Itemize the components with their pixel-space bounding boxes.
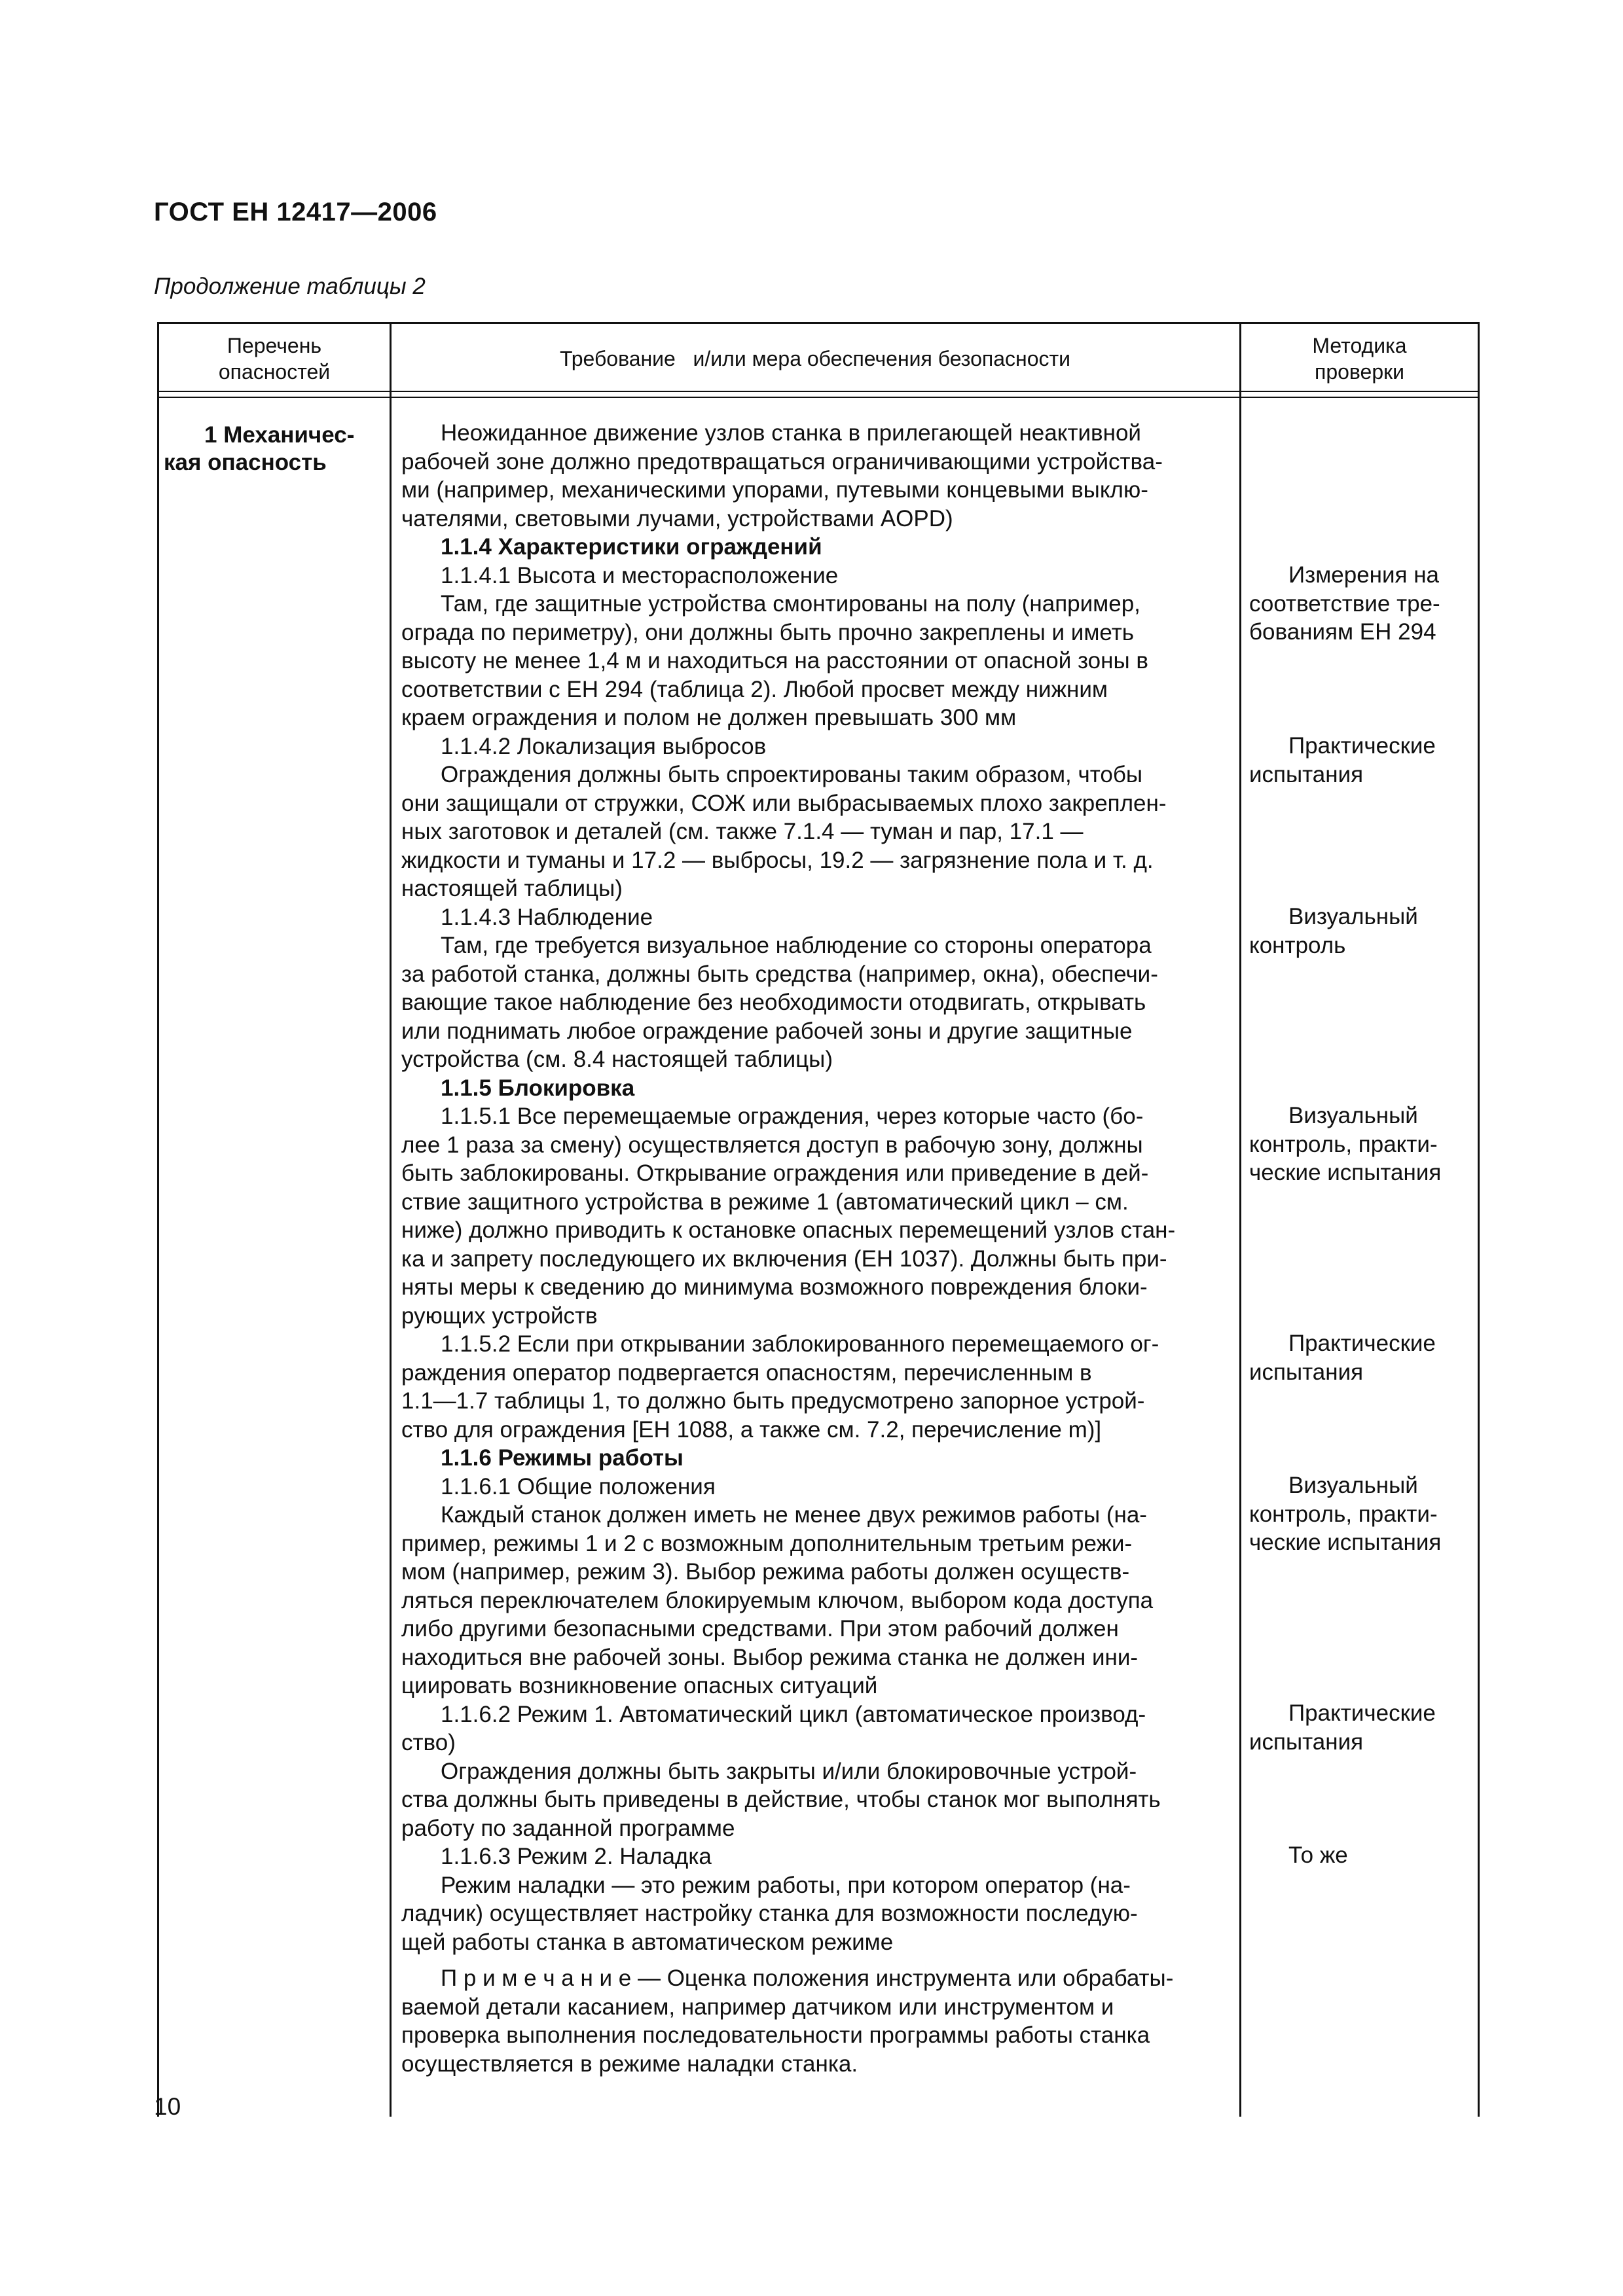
subsection-heading: 1.1.4.3 Наблюдение <box>441 904 653 930</box>
requirement-line: вающие такое наблюдение без необходимости отодвигать, открывать <box>401 990 1146 1015</box>
requirement-line: или поднимать любое ограждение рабочей зоны и другие защитные <box>401 1018 1133 1044</box>
table-border-left <box>157 322 159 2117</box>
requirement-line: настоящей таблицы) <box>401 876 623 901</box>
method-cell <box>1249 1102 1475 1187</box>
method-line: Практические <box>1288 733 1436 759</box>
header-method-line: проверки <box>1314 360 1405 384</box>
method-line: бованиям ЕН 294 <box>1249 619 1436 645</box>
standard-title: ГОСТ ЕН 12417—2006 <box>154 198 437 226</box>
requirement-line: они защищали от стружки, СОЖ или выбрасываемых плохо закреплен- <box>401 790 1167 816</box>
requirement-line: няты меры к сведению до минимума возможного повреждения блоки- <box>401 1274 1148 1300</box>
hazard-line: кая опасность <box>164 450 327 475</box>
requirement-line: ства должны быть приведены в действие, чтобы станок мог выполнять <box>401 1787 1161 1812</box>
requirement-line: соответствии с ЕН 294 (таблица 2). Любой просвет между нижним <box>401 676 1108 702</box>
section-heading: 1.1.6 Режимы работы <box>441 1445 684 1471</box>
requirement-line: рабочей зоне должно предотвращаться ограничивающими устройства- <box>401 448 1163 475</box>
requirement-line: жидкости и туманы и 17.2 — выбросы, 19.2 — загрязнение пола и т. д. <box>401 847 1154 873</box>
requirement-line: Неожиданное движение узлов станка в прилегающей неактивной <box>441 420 1141 446</box>
method-line: Практические <box>1288 1331 1436 1356</box>
method-line: То же <box>1288 1842 1348 1868</box>
requirement-line: лее 1 раза за смену) осуществляется доступ в рабочую зону, должны <box>401 1132 1143 1158</box>
requirement-line: Там, где защитные устройства смонтированы на полу (например, <box>441 591 1140 617</box>
requirement-line: ограда по периметру), они должны быть прочно закреплены и иметь <box>401 619 1134 645</box>
page-number: 10 <box>154 2093 181 2120</box>
requirement-line: чателями, световыми лучами, устройствами AOPD) <box>401 505 953 531</box>
hazard-cell <box>164 422 383 476</box>
requirement-line: устройства (см. 8.4 настоящей таблицы) <box>401 1047 833 1072</box>
header-method-line: Методика <box>1312 334 1407 357</box>
requirement-line: высоту не менее 1,4 м и находиться на расстоянии от опасной зоны в <box>401 648 1148 673</box>
method-line: контроль, практи- <box>1249 1501 1438 1527</box>
requirement-line: ми (например, механическими упорами, путевыми концевыми выклю- <box>401 477 1148 503</box>
requirement-line: ниже) должно приводить к остановке опасных перемещений узлов стан- <box>401 1217 1176 1243</box>
requirement-line: либо другими безопасными средствами. При этом рабочий должен <box>401 1616 1119 1641</box>
method-cell <box>1249 732 1475 789</box>
section-heading: 1.1.5 Блокировка <box>441 1075 635 1101</box>
requirement-line: Каждый станок должен иметь не менее двух режимов работы (на- <box>441 1502 1147 1528</box>
method-line: контроль <box>1249 932 1346 958</box>
requirement-line: Ограждения должны быть закрыты и/или блокировочные устрой- <box>441 1758 1137 1784</box>
requirement-line: за работой станка, должны быть средства (например, окна), обеспечи- <box>401 961 1158 987</box>
requirement-line: 1.1.5.1 Все перемещаемые ограждения, через которые часто (бо- <box>441 1103 1144 1129</box>
requirement-line: ство для ограждения [ЕН 1088, а также см. 7.2, перечисление m)] <box>401 1416 1102 1443</box>
header-hazards-line: Перечень <box>227 334 322 357</box>
method-cell <box>1249 561 1475 647</box>
requirement-line: 1.1.5.2 Если при открывании заблокированного перемещаемого ог- <box>441 1331 1159 1357</box>
requirement-line: ка и запрету последующего их включения (ЕН 1037). Должны быть при- <box>401 1246 1167 1272</box>
header-hazards <box>160 327 388 390</box>
requirement-line: циировать возникновение опасных ситуаций <box>401 1673 878 1698</box>
requirement-line: ляться переключателем блокируемым ключом, выбором кода доступа <box>401 1587 1154 1613</box>
method-cell <box>1249 903 1475 960</box>
section-heading: 1.1.4 Характеристики ограждений <box>441 534 822 560</box>
subsection-heading: 1.1.6.3 Режим 2. Наладка <box>441 1844 712 1869</box>
method-line: соответствие тре- <box>1249 590 1440 617</box>
column-divider <box>1239 322 1241 2117</box>
requirement-line: мом (например, режим 3). Выбор режима работы должен осуществ- <box>401 1559 1130 1585</box>
subsection-heading: 1.1.4.2 Локализация выбросов <box>441 733 767 759</box>
note-line: ваемой детали касанием, например датчиком или инструментом и <box>401 1994 1114 2020</box>
requirement-line: ладчик) осуществляет настройку станка для возможности последую- <box>401 1901 1138 1926</box>
method-line: Визуальный <box>1288 904 1418 929</box>
requirement-line: краем ограждения и полом не должен превышать 300 мм <box>401 705 1017 730</box>
header-requirement-text: Требование и/или мера обеспечения безопасности <box>559 347 1071 370</box>
table-border-top <box>157 322 1480 324</box>
method-line: ческие испытания <box>1249 1160 1442 1185</box>
requirement-line: ство) <box>401 1730 456 1755</box>
method-line: контроль, практи- <box>1249 1131 1438 1157</box>
requirement-line: Ограждения должны быть спроектированы таким образом, чтобы <box>441 762 1143 787</box>
requirement-line: рующих устройств <box>401 1302 598 1329</box>
method-line: испытания <box>1249 761 1364 787</box>
note-line: осуществляется в режиме наладки станка. <box>401 2051 858 2077</box>
note-line: П р и м е ч а н и е — Оценка положения инструмента или обрабаты- <box>441 1965 1174 1991</box>
method-line: Измерения на <box>1288 562 1440 588</box>
header-method <box>1243 327 1476 390</box>
hazard-line: 1 Механичес- <box>204 422 355 448</box>
requirement-line: 1.1—1.7 таблицы 1, то должно быть предусмотрено запорное устрой- <box>401 1388 1145 1414</box>
requirement-line: ствие защитного устройства в режиме 1 (автоматический цикл – см. <box>401 1189 1129 1215</box>
requirement-line: раждения оператор подвергается опасностям, перечисленным в <box>401 1359 1092 1386</box>
subsection-heading: 1.1.6.2 Режим 1. Автоматический цикл (автоматическое производ- <box>441 1701 1146 1727</box>
method-line: Визуальный <box>1288 1103 1418 1128</box>
requirement-line: щей работы станка в автоматическом режиме <box>401 1929 894 1955</box>
subsection-heading: 1.1.6.1 Общие положения <box>441 1473 716 1499</box>
requirement-line: быть заблокированы. Открывание ограждения или приведение в дей- <box>401 1160 1149 1186</box>
subsection-heading: 1.1.4.1 Высота и месторасположение <box>441 562 839 588</box>
header-divider <box>157 391 1480 392</box>
header-requirement <box>393 327 1237 390</box>
method-cell <box>1249 1841 1475 1870</box>
header-hazards-line: опасностей <box>218 360 331 384</box>
method-line: испытания <box>1249 1359 1364 1385</box>
method-cell <box>1249 1471 1475 1557</box>
requirement-line: находиться вне рабочей зоны. Выбор режима станка не должен ини- <box>401 1644 1139 1670</box>
requirement-cell <box>401 419 1228 2078</box>
requirement-line: пример, режимы 1 и 2 с возможным дополнительным третьим режи- <box>401 1530 1133 1556</box>
header-divider-double <box>157 397 1480 398</box>
method-cell <box>1249 1699 1475 1756</box>
table-caption: Продолжение таблицы 2 <box>154 274 426 299</box>
method-line: ческие испытания <box>1249 1530 1442 1555</box>
requirement-line: ных заготовок и деталей (см. также 7.1.4 — туман и пар, 17.1 — <box>401 819 1084 844</box>
requirement-line: Режим наладки — это режим работы, при котором оператор (на- <box>441 1872 1131 1898</box>
requirement-line: Там, где требуется визуальное наблюдение со стороны оператора <box>441 933 1152 958</box>
method-line: Практические <box>1288 1700 1436 1726</box>
method-line: Визуальный <box>1288 1473 1418 1498</box>
note-line: проверка выполнения последовательности программы работы станка <box>401 2022 1150 2048</box>
requirement-line: работу по заданной программе <box>401 1815 735 1841</box>
column-divider <box>390 322 392 2117</box>
method-cell <box>1249 1329 1475 1386</box>
method-line: испытания <box>1249 1729 1364 1755</box>
table-border-right <box>1478 322 1480 2117</box>
